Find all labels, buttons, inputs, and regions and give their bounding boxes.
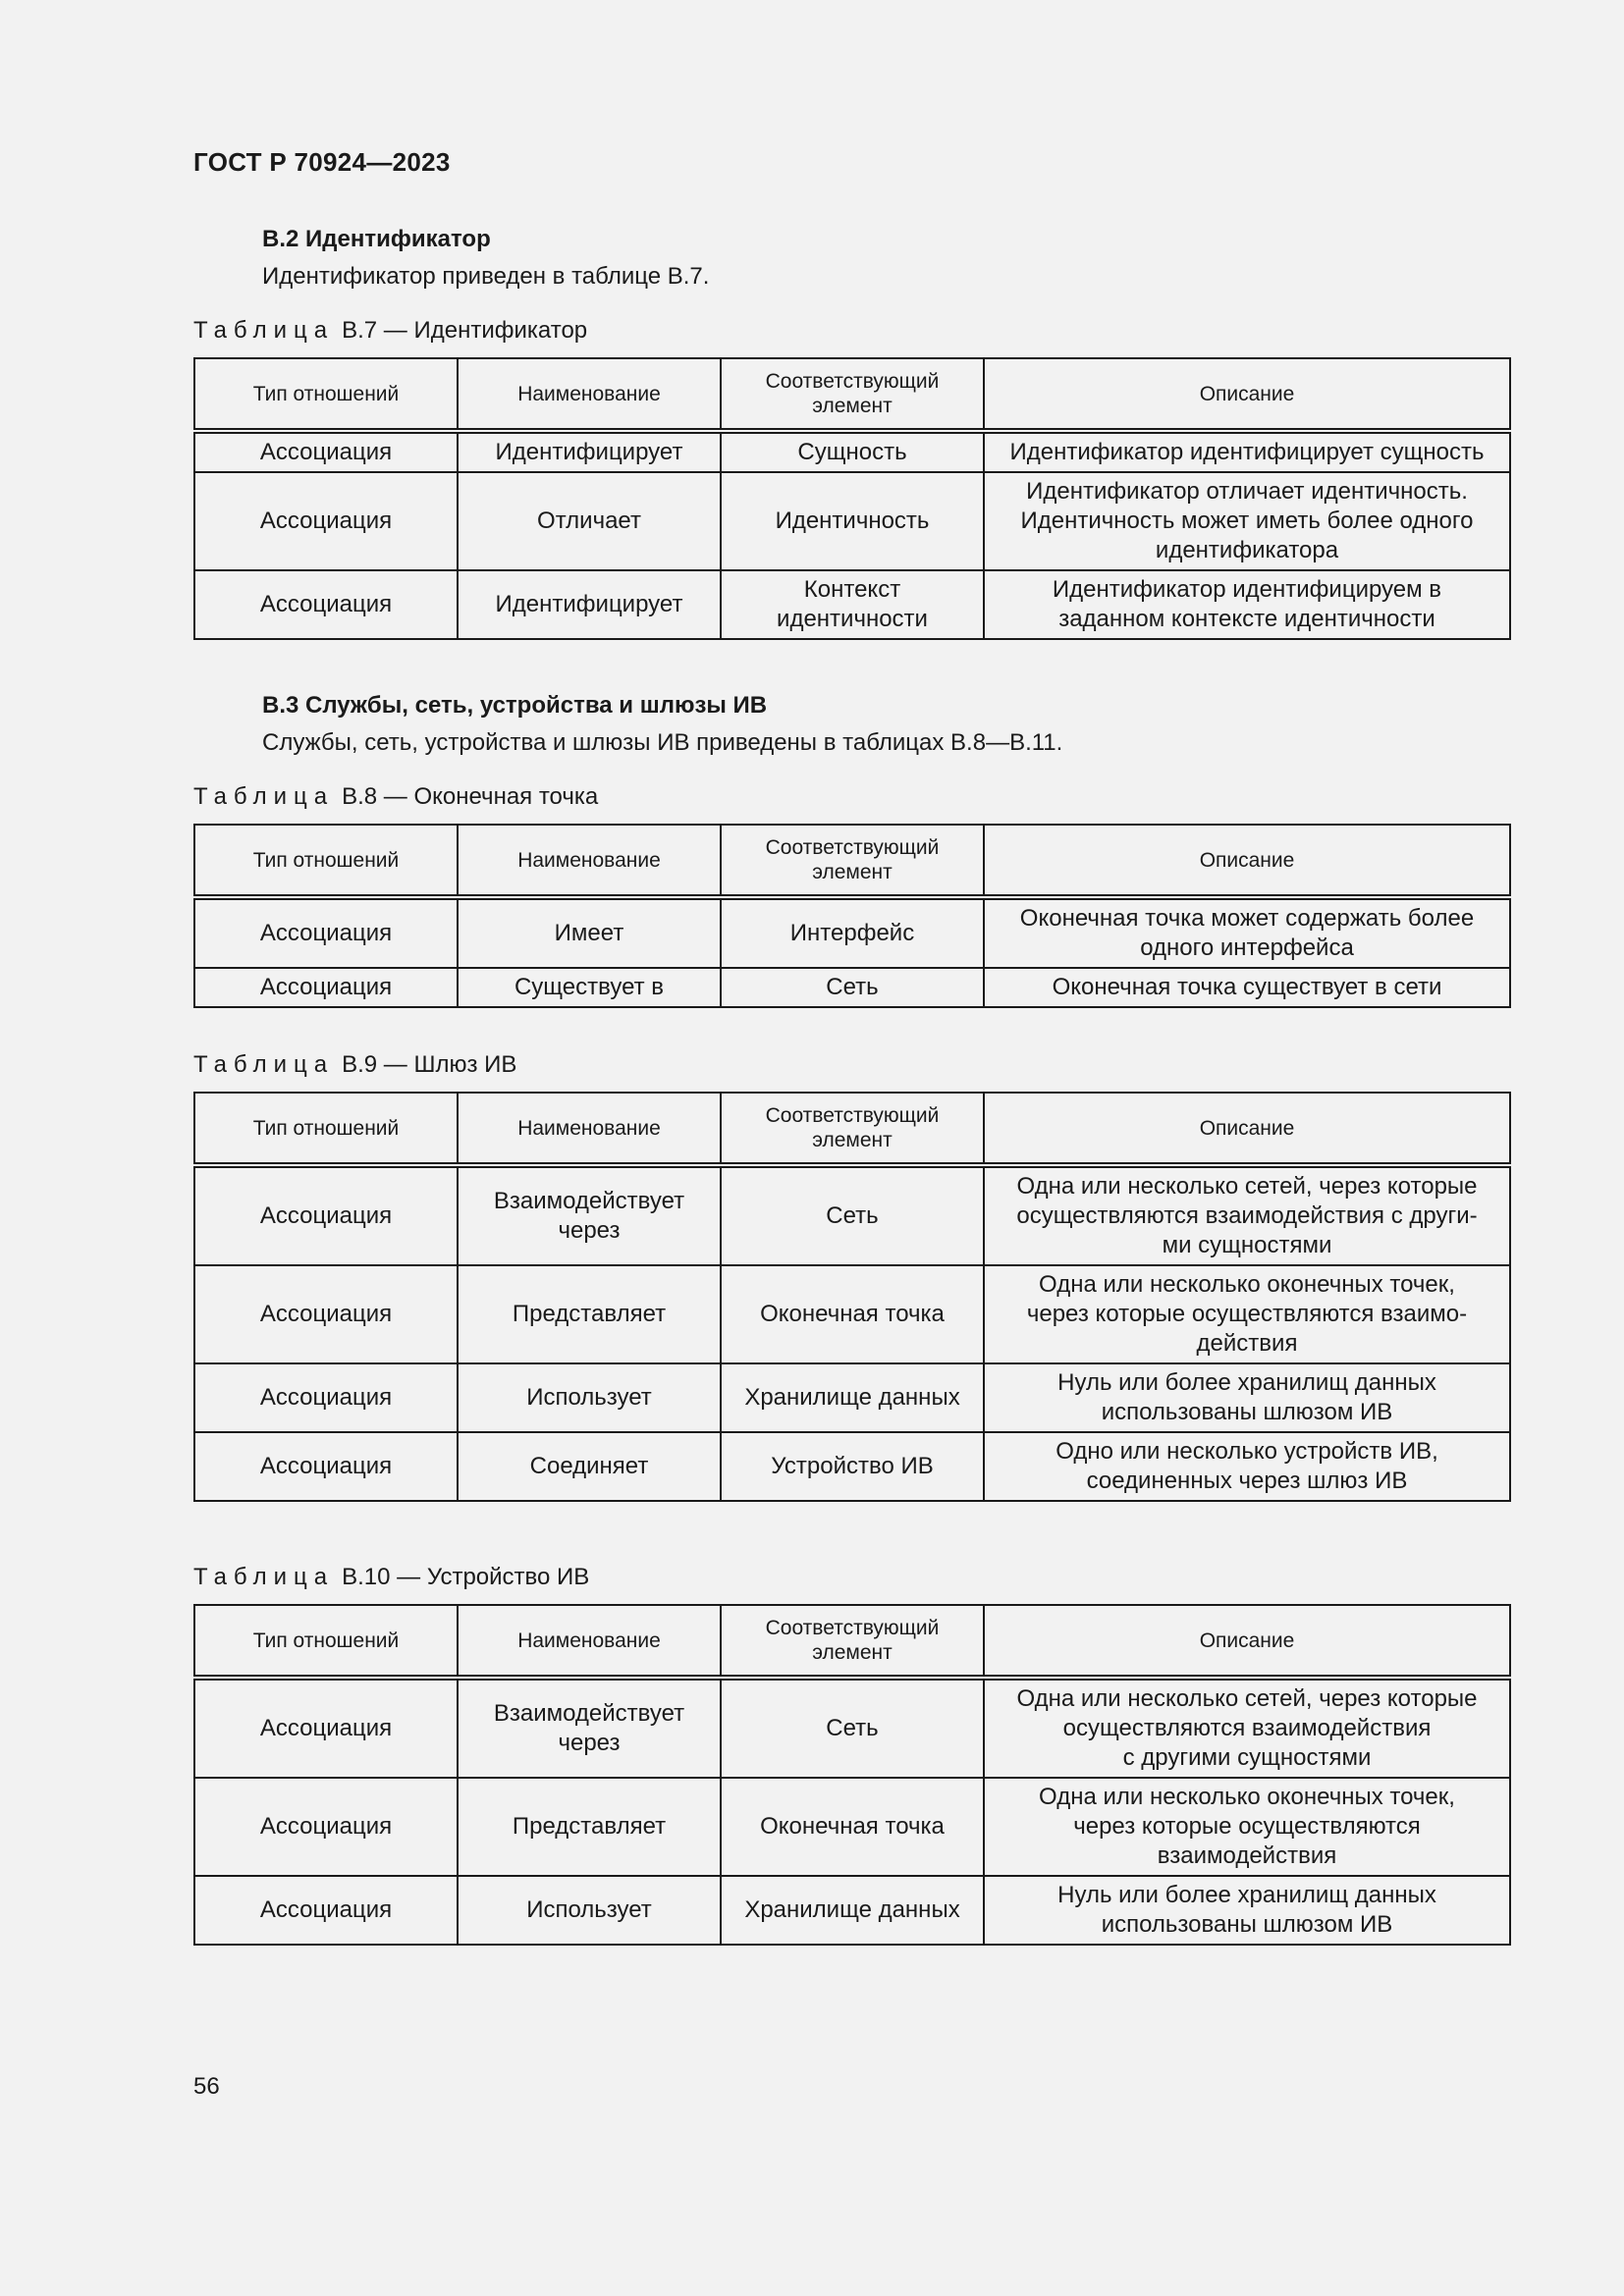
col-header-element: Соответствующий элемент (721, 1093, 984, 1165)
table-b10-caption (193, 1564, 589, 1591)
table-b7-caption (193, 317, 587, 345)
cell-name: Идентифицирует (458, 570, 721, 639)
cell-description: Нуль или более хранилищ данных использованы шлюзом ИВ (984, 1876, 1510, 1945)
section-b3-text: Службы, сеть, устройства и шлюзы ИВ приведены в таблицах В.8—В.11. (262, 729, 1063, 756)
table-row (194, 1265, 1510, 1363)
col-header-description: Описание (984, 358, 1510, 431)
cell-element: Устройство ИВ (721, 1432, 984, 1501)
table-b8-caption (193, 783, 598, 811)
table-row (194, 1678, 1510, 1778)
col-header-element: Соответствующий элемент (721, 1605, 984, 1678)
table-b7 (193, 357, 1511, 640)
cell-relation-type: Ассоциация (194, 1876, 458, 1945)
caption-text: В.10 — Устройство ИВ (342, 1564, 590, 1590)
table-header-row (194, 1093, 1510, 1165)
table-b9-caption (193, 1051, 516, 1079)
col-header-relation-type: Тип отношений (194, 1093, 458, 1165)
col-header-name: Наименование (458, 1093, 721, 1165)
cell-description: Одна или несколько оконечных точек, через которые осуществляются взаимодействия (984, 1778, 1510, 1876)
caption-text: В.7 — Идентификатор (342, 317, 588, 344)
col-header-relation-type: Тип отношений (194, 358, 458, 431)
cell-element: Оконечная точка (721, 1265, 984, 1363)
document-code-header: ГОСТ Р 70924—2023 (193, 147, 451, 177)
cell-relation-type: Ассоциация (194, 1363, 458, 1432)
caption-word: Таблица (193, 1051, 335, 1078)
cell-element: Контекст идентичности (721, 570, 984, 639)
cell-relation-type: Ассоциация (194, 570, 458, 639)
cell-relation-type: Ассоциация (194, 968, 458, 1007)
cell-relation-type: Ассоциация (194, 1778, 458, 1876)
table-row (194, 1432, 1510, 1501)
cell-element: Хранилище данных (721, 1876, 984, 1945)
cell-description: Нуль или более хранилищ данных использованы шлюзом ИВ (984, 1363, 1510, 1432)
table-b8 (193, 824, 1511, 1008)
table-b9 (193, 1092, 1511, 1502)
col-header-description: Описание (984, 1093, 1510, 1165)
section-b3-title: В.3 Службы, сеть, устройства и шлюзы ИВ (262, 692, 768, 719)
table-row (194, 897, 1510, 968)
cell-description: Идентификатор идентифицируем в заданном контексте идентичности (984, 570, 1510, 639)
cell-description: Одна или несколько сетей, через которые осуществляются взаимодействия с другими сущностями (984, 1678, 1510, 1778)
col-header-description: Описание (984, 825, 1510, 897)
table-header-row (194, 358, 1510, 431)
cell-element: Сущность (721, 431, 984, 472)
col-header-name: Наименование (458, 825, 721, 897)
cell-name: Имеет (458, 897, 721, 968)
col-header-relation-type: Тип отношений (194, 825, 458, 897)
cell-name: Идентифицирует (458, 431, 721, 472)
cell-name: Представляет (458, 1265, 721, 1363)
section-b2-text: Идентификатор приведен в таблице В.7. (262, 263, 710, 290)
cell-name: Представляет (458, 1778, 721, 1876)
table-row (194, 1876, 1510, 1945)
cell-relation-type: Ассоциация (194, 472, 458, 570)
cell-name: Взаимодействует через (458, 1165, 721, 1265)
table-row (194, 968, 1510, 1007)
col-header-relation-type: Тип отношений (194, 1605, 458, 1678)
cell-element: Сеть (721, 968, 984, 1007)
cell-relation-type: Ассоциация (194, 1165, 458, 1265)
cell-description: Одна или несколько сетей, через которые осуществляются взаимодействия с други- ми сущностями (984, 1165, 1510, 1265)
cell-description: Оконечная точка существует в сети (984, 968, 1510, 1007)
cell-description: Идентификатор отличает идентичность. Идентичность может иметь более одного идентификатора (984, 472, 1510, 570)
cell-name: Использует (458, 1363, 721, 1432)
cell-description: Одно или несколько устройств ИВ, соединенных через шлюз ИВ (984, 1432, 1510, 1501)
cell-relation-type: Ассоциация (194, 1432, 458, 1501)
col-header-description: Описание (984, 1605, 1510, 1678)
section-b2-title: В.2 Идентификатор (262, 226, 491, 252)
cell-name: Существует в (458, 968, 721, 1007)
cell-relation-type: Ассоциация (194, 897, 458, 968)
caption-word: Таблица (193, 317, 335, 344)
table-row (194, 1165, 1510, 1265)
page-number: 56 (193, 2073, 220, 2100)
col-header-element: Соответствующий элемент (721, 358, 984, 431)
col-header-name: Наименование (458, 1605, 721, 1678)
table-row (194, 1778, 1510, 1876)
caption-word: Таблица (193, 783, 335, 810)
table-row (194, 570, 1510, 639)
caption-text: В.8 — Оконечная точка (342, 783, 599, 810)
cell-relation-type: Ассоциация (194, 431, 458, 472)
table-row (194, 1363, 1510, 1432)
cell-element: Оконечная точка (721, 1778, 984, 1876)
table-b10 (193, 1604, 1511, 1946)
caption-word: Таблица (193, 1564, 335, 1590)
cell-description: Одна или несколько оконечных точек, через которые осуществляются взаимо- действия (984, 1265, 1510, 1363)
cell-name: Соединяет (458, 1432, 721, 1501)
cell-description: Идентификатор идентифицирует сущность (984, 431, 1510, 472)
cell-element: Хранилище данных (721, 1363, 984, 1432)
cell-element: Сеть (721, 1165, 984, 1265)
caption-text: В.9 — Шлюз ИВ (342, 1051, 517, 1078)
cell-element: Идентичность (721, 472, 984, 570)
table-row (194, 472, 1510, 570)
table-header-row (194, 825, 1510, 897)
table-header-row (194, 1605, 1510, 1678)
cell-name: Использует (458, 1876, 721, 1945)
cell-name: Взаимодействует через (458, 1678, 721, 1778)
cell-relation-type: Ассоциация (194, 1265, 458, 1363)
table-row (194, 431, 1510, 472)
cell-name: Отличает (458, 472, 721, 570)
cell-element: Сеть (721, 1678, 984, 1778)
cell-element: Интерфейс (721, 897, 984, 968)
cell-relation-type: Ассоциация (194, 1678, 458, 1778)
col-header-name: Наименование (458, 358, 721, 431)
cell-description: Оконечная точка может содержать более одного интерфейса (984, 897, 1510, 968)
col-header-element: Соответствующий элемент (721, 825, 984, 897)
